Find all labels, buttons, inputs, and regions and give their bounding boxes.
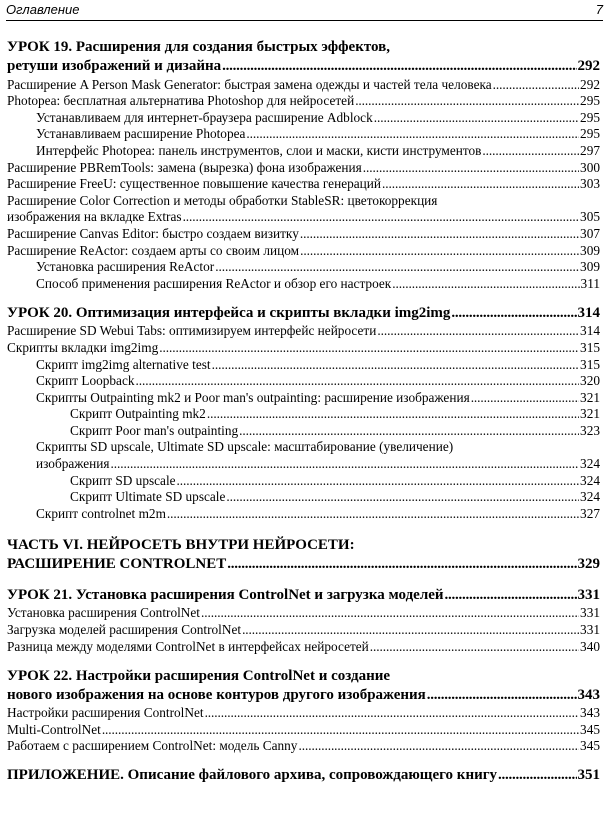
table-of-contents — [7, 38, 600, 785]
toc-page-number: 303 — [580, 176, 600, 192]
toc-page-number: 323 — [580, 422, 600, 438]
toc-page-number: 345 — [580, 738, 600, 754]
toc-title: Установка расширения ReActor — [36, 259, 215, 275]
toc-line: УРОК 22. Настройки расширения ControlNet и создание — [7, 667, 391, 684]
toc-entry[interactable] — [7, 242, 600, 259]
toc-entry[interactable] — [7, 406, 600, 423]
section-gap — [7, 754, 600, 766]
toc-entry[interactable] — [7, 76, 600, 93]
toc-title: Photopea: бесплатная альтернатива Photoshop для нейросетей — [7, 93, 355, 109]
toc-title: Скрипт Loopback — [36, 373, 135, 389]
toc-title: РАСШИРЕНИЕ CONTROLNET — [7, 555, 227, 572]
toc-page-number: 292 — [577, 58, 600, 74]
toc-entry[interactable] — [7, 422, 600, 439]
toc-chapter[interactable] — [7, 536, 600, 574]
toc-page-number: 321 — [580, 389, 600, 405]
dot-leader — [493, 77, 579, 93]
toc-title: изображения — [36, 456, 110, 472]
toc-line: ЧАСТЬ VI. НЕЙРОСЕТЬ ВНУТРИ НЕЙРОСЕТИ: — [7, 536, 355, 553]
section-gap — [7, 292, 600, 304]
dot-leader — [227, 555, 576, 574]
toc-page-number: 314 — [577, 304, 600, 321]
dot-leader — [246, 126, 579, 142]
header-page-number: 7 — [595, 2, 603, 17]
toc-page-number: 295 — [580, 93, 600, 109]
toc-line — [7, 738, 600, 755]
toc-title: УРОК 21. Установка расширения ControlNet и загрузка моделей — [7, 586, 444, 603]
toc-title: Скрипт Ultimate SD upscale — [70, 489, 226, 505]
toc-title: Интерфейс Photopea: панель инструментов, слои и маски, кисти инструментов — [36, 142, 482, 158]
toc-entry[interactable] — [7, 489, 600, 506]
toc-line — [7, 323, 600, 340]
toc-page-number: 321 — [580, 406, 600, 422]
toc-line — [7, 176, 600, 193]
toc-title: Скрипт SD upscale — [70, 472, 176, 488]
section-gap — [7, 574, 600, 586]
dot-leader — [167, 506, 579, 522]
toc-entry[interactable] — [7, 605, 600, 622]
toc-page-number: 300 — [580, 159, 600, 175]
toc-entry[interactable] — [7, 176, 600, 193]
toc-page-number: 309 — [580, 242, 600, 258]
dot-leader — [300, 226, 579, 242]
toc-entry[interactable] — [7, 259, 600, 276]
dot-leader — [136, 373, 580, 389]
toc-page-number: 343 — [577, 686, 600, 703]
toc-entry[interactable] — [7, 275, 600, 292]
toc-title: Способ применения расширения ReActor и обзор его настроек — [36, 275, 392, 291]
dot-leader — [205, 705, 579, 721]
dot-leader — [445, 586, 577, 605]
toc-title: Скрипты вкладки img2img — [7, 339, 159, 355]
toc-title: Скрипт img2img alternative test — [36, 356, 211, 372]
toc-entry[interactable] — [7, 638, 600, 655]
dot-leader — [102, 722, 579, 738]
dot-leader — [482, 143, 579, 159]
toc-page-number: 343 — [580, 705, 600, 721]
toc-title: Разница между моделями ControlNet в интерфейсах нейросетей — [7, 638, 369, 654]
toc-line — [7, 422, 600, 439]
toc-chapter[interactable] — [7, 304, 600, 323]
toc-entry[interactable] — [7, 93, 600, 110]
dot-leader — [300, 243, 579, 259]
toc-title: ретуши изображений и дизайна — [7, 58, 222, 74]
toc-chapter[interactable] — [7, 38, 600, 76]
dot-leader — [377, 323, 579, 339]
dot-leader — [159, 340, 579, 356]
toc-line — [7, 705, 600, 722]
toc-page-number: 315 — [580, 356, 600, 372]
toc-line — [7, 605, 600, 622]
toc-title: Расширение A Person Mask Generator: быстрая замена одежды и частей тела человека — [7, 76, 492, 92]
toc-entry[interactable] — [7, 142, 600, 159]
toc-line — [7, 225, 600, 242]
toc-entry[interactable] — [7, 621, 600, 638]
toc-page-number: 311 — [580, 275, 600, 291]
toc-entry[interactable] — [7, 389, 600, 406]
toc-line — [7, 721, 600, 738]
dot-leader — [212, 357, 579, 373]
toc-entry[interactable] — [7, 192, 600, 225]
toc-line — [7, 455, 600, 472]
toc-page-number: 305 — [580, 209, 600, 225]
toc-title: Расширение SD Webui Tabs: оптимизируем интерфейс нейросети — [7, 323, 377, 339]
toc-chapter[interactable] — [7, 667, 600, 705]
toc-title: Загрузка моделей расширения ControlNet — [7, 622, 242, 638]
toc-line — [7, 242, 600, 259]
toc-line — [7, 142, 600, 159]
toc-title: Multi-ControlNet — [7, 721, 101, 737]
dot-leader — [382, 176, 579, 192]
toc-title: УРОК 20. Оптимизация интерфейса и скрипты вкладки img2img — [7, 304, 451, 321]
toc-page-number: 331 — [577, 586, 600, 603]
toc-chapter[interactable] — [7, 766, 600, 785]
toc-line — [7, 505, 600, 522]
toc-title: нового изображения на основе контуров другого изображения — [7, 686, 426, 703]
toc-entry[interactable] — [7, 356, 600, 373]
header-title: Оглавление — [6, 2, 80, 17]
toc-entry[interactable] — [7, 439, 600, 472]
toc-page-number: 315 — [580, 339, 600, 355]
dot-leader — [111, 456, 580, 472]
dot-leader — [363, 160, 579, 176]
toc-title: Скрипт Outpainting mk2 — [70, 406, 206, 422]
toc-page-number: 324 — [580, 456, 600, 472]
toc-line — [7, 638, 600, 655]
toc-entry[interactable] — [7, 705, 600, 722]
toc-page-number: 331 — [580, 605, 600, 621]
toc-line: Скрипты SD upscale, Ultimate SD upscale: масштабирование (увеличение) — [36, 439, 454, 455]
toc-line — [7, 209, 600, 226]
toc-chapter[interactable] — [7, 586, 600, 605]
toc-page-number: 295 — [580, 109, 600, 125]
toc-title: Скрипт Poor man's outpainting — [70, 422, 239, 438]
toc-entry[interactable] — [7, 225, 600, 242]
toc-title: Скрипт controlnet m2m — [36, 505, 166, 521]
toc-page-number: 340 — [580, 638, 600, 654]
toc-line — [7, 389, 600, 406]
toc-line — [7, 555, 600, 574]
dot-leader — [427, 686, 577, 705]
toc-page-number: 331 — [580, 622, 600, 638]
toc-page-number: 327 — [580, 505, 600, 521]
toc-entry[interactable] — [7, 323, 600, 340]
toc-entry[interactable] — [7, 505, 600, 522]
toc-line: Расширение Color Correction и методы обработки StableSR: цветокоррекция — [7, 192, 438, 208]
toc-line — [7, 76, 600, 93]
toc-line — [7, 159, 600, 176]
toc-line — [7, 686, 600, 705]
toc-entry[interactable] — [7, 738, 600, 755]
toc-page-number: 320 — [580, 373, 600, 389]
dot-leader — [298, 738, 579, 754]
dot-leader — [222, 57, 576, 76]
dot-leader — [226, 489, 579, 505]
toc-title: Настройки расширения ControlNet — [7, 705, 204, 721]
toc-line — [7, 275, 600, 292]
toc-page-number: 292 — [580, 76, 600, 92]
toc-line: УРОК 19. Расширения для создания быстрых эффектов, — [7, 39, 390, 55]
toc-line — [7, 373, 600, 390]
toc-title: изображения на вкладке Extras — [7, 209, 182, 225]
toc-title: ПРИЛОЖЕНИЕ. Описание файлового архива, сопровождающего книгу — [7, 767, 498, 784]
toc-title: Расширение FreeU: существенное повышение качества генераций — [7, 176, 382, 192]
dot-leader — [242, 622, 579, 638]
toc-page-number: 345 — [580, 721, 600, 737]
dot-leader — [392, 276, 579, 292]
toc-entry[interactable] — [7, 339, 600, 356]
toc-page-number: 351 — [577, 767, 600, 784]
section-gap — [7, 522, 600, 536]
toc-page-number: 314 — [580, 323, 600, 339]
toc-title: Устанавливаем расширение Photopea — [36, 126, 246, 142]
toc-page-number: 309 — [580, 259, 600, 275]
dot-leader — [183, 209, 579, 225]
toc-line — [7, 126, 600, 143]
toc-entry[interactable] — [7, 721, 600, 738]
dot-leader — [177, 473, 580, 489]
toc-line — [7, 586, 600, 605]
toc-page-number: 324 — [580, 472, 600, 488]
toc-line — [7, 621, 600, 638]
toc-line — [7, 93, 600, 110]
toc-title: Расширение PBRemTools: замена (вырезка) фона изображения — [7, 159, 362, 175]
toc-line — [7, 406, 600, 423]
toc-entry[interactable] — [7, 373, 600, 390]
dot-leader — [471, 390, 579, 406]
toc-entry[interactable] — [7, 126, 600, 143]
toc-line — [7, 57, 600, 76]
toc-page-number: 329 — [577, 555, 600, 572]
toc-title: Работаем с расширением ControlNet: модель Canny — [7, 738, 298, 754]
toc-entry[interactable] — [7, 109, 600, 126]
dot-leader — [355, 93, 579, 109]
toc-title: Расширение Canvas Editor: быстро создаем визитку — [7, 225, 299, 241]
toc-entry[interactable] — [7, 472, 600, 489]
toc-line — [7, 259, 600, 276]
dot-leader — [370, 639, 579, 655]
toc-title: Установка расширения ControlNet — [7, 605, 200, 621]
toc-page-number: 324 — [580, 489, 600, 505]
dot-leader — [498, 766, 576, 785]
toc-page-number: 295 — [580, 126, 600, 142]
dot-leader — [451, 304, 576, 323]
toc-line — [7, 339, 600, 356]
toc-entry[interactable] — [7, 159, 600, 176]
toc-title: Устанавливаем для интернет-браузера расширение Adblock — [36, 109, 373, 125]
toc-page-number: 297 — [580, 142, 600, 158]
toc-line — [7, 109, 600, 126]
dot-leader — [215, 259, 579, 275]
toc-line — [7, 304, 600, 323]
dot-leader — [239, 423, 579, 439]
toc-title: Скрипты Outpainting mk2 и Poor man's outpainting: расширение изображения — [36, 389, 470, 405]
page-header — [6, 0, 603, 21]
toc-page-number: 307 — [580, 225, 600, 241]
toc-title: Расширение ReActor: создаем арты со своим лицом — [7, 242, 300, 258]
dot-leader — [201, 605, 579, 621]
toc-line — [7, 356, 600, 373]
toc-line — [7, 766, 600, 785]
section-gap — [7, 655, 600, 667]
toc-line — [7, 489, 600, 506]
dot-leader — [207, 406, 579, 422]
toc-line — [7, 472, 600, 489]
dot-leader — [374, 110, 579, 126]
